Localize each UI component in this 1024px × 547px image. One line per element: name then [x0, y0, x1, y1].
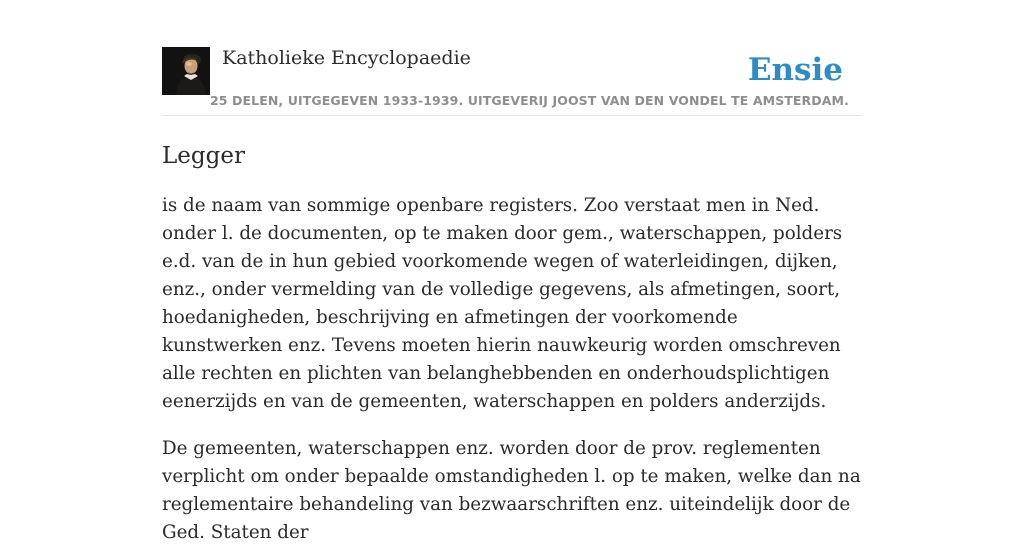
entry-title: Legger — [162, 143, 245, 169]
portrait-icon — [162, 47, 210, 95]
source-meta: 25 DELEN, UITGEGEVEN 1933-1939. UITGEVERIJ JOOST VAN DEN VONDEL TE AMSTERDAM. — [210, 93, 849, 108]
entry-paragraph: De gemeenten, waterschappen enz. worden door de prov. reglementen verplicht om onder bepaalde omstandigheden l. op te maken, welke dan na reglementaire behandeling van bezwaarschriften enz. uiteindelijk door de Ged. Staten der — [162, 438, 861, 543]
page — [162, 0, 862, 547]
source-title[interactable]: Katholieke Encyclopaedie — [222, 47, 471, 69]
source-header — [162, 46, 862, 116]
entry-body — [162, 192, 862, 547]
entry-paragraph: is de naam van sommige openbare registers. Zoo verstaat men in Ned. onder l. de documenten, op te maken door gem., waterschappen, polders e.d. van de in hun gebied voorkomende wegen of waterleidingen, dijken, enz., onder vermelding van de volledige gegevens, als afmetingen, soort, hoedanigheden, beschrijving en afmetingen der voorkomende kunstwerken enz. Tevens moeten hierin nauwkeurig worden omschreven alle rechten en plichten van belanghebbenden en onderhoudsplichtigen eenerzijds en van de gemeenten, waterschappen en polders anderzijds. — [162, 195, 843, 412]
avatar[interactable] — [162, 47, 210, 95]
ensie-logo[interactable]: Ensie — [747, 52, 843, 88]
